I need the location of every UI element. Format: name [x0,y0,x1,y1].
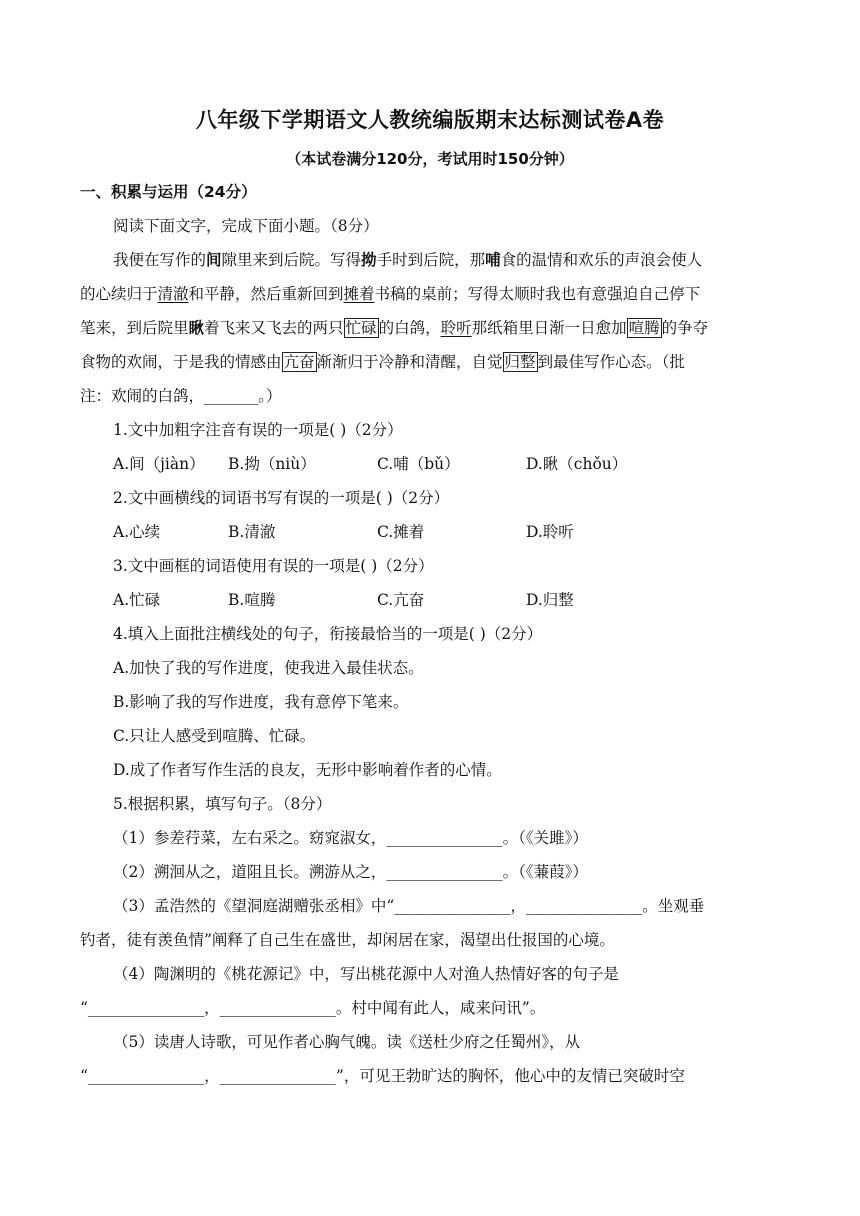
q5-item-3-cont: 钓者，徒有羡鱼情”阐释了自己生在盛世，却闲居在家，渴望出仕报国的心境。 [80,931,615,949]
passage-line-5: 注：欢闹的白鸽，_______。） [80,387,282,405]
q3-option-c: C.亢奋 [377,591,425,609]
q3-option-a: A.忙碌 [113,591,161,609]
text: 笔来，到后院里 [80,319,189,337]
q5-item-5-cont: “_______________，_______________”，可见王勃旷达的胸怀，他心中的友情已突破时空 [80,1067,685,1085]
bold-char: 哺 [485,250,501,269]
text: 手时到后院，那 [376,251,486,269]
text: 的白鸽， [378,319,441,337]
q1-stem: 1.文中加粗字注音有误的一项是( )（2分） [113,421,403,439]
q5-item-3: （3）孟浩然的《望洞庭湖赠张丞相》中“_______________，_______________。坐观垂 [113,897,705,915]
q5-item-2: （2）溯洄从之，道阻且长。溯游从之，_______________。（《蒹葭》） [113,863,588,881]
underlined-word: 聆听 [440,319,472,337]
q1-option-c: C.哺（bǔ） [377,455,460,473]
text: 书稿的桌前；写得太顺时我也有意强迫自己停下 [374,285,701,303]
bold-char: 拗 [361,250,377,269]
q5-item-4-cont: “_______________，_______________。村中闻有此人，咸来问讯”。 [80,999,546,1017]
section-heading: 一、积累与运用（24分） [80,183,257,201]
passage-line-2 [80,284,700,304]
q5-item-4: （4）陶渊明的《桃花源记》中，写出桃花源中人对渔人热情好客的句子是 [113,965,619,983]
text: 着飞来又飞去的两只 [204,319,344,337]
boxed-word: 喧腾 [628,319,660,337]
q2-option-d: D.聆听 [526,523,574,541]
bold-char: 瞅 [188,318,205,337]
q1-option-d: D.瞅（chǒu） [526,455,628,473]
q5-item-5: （5）读唐人诗歌，可见作者心胸气魄。读《送杜少府之任蜀州》，从 [113,1033,581,1051]
q2-stem: 2.文中画横线的词语书写有误的一项是( )（2分） [113,489,450,507]
reading-intro: 阅读下面文字，完成下面小题。（8分） [113,217,379,235]
passage-line-4 [80,352,685,372]
page-subtitle: （本试卷满分120分，考试用时150分钟） [286,150,574,168]
underlined-word: 摊着 [343,285,375,303]
text: 食物的欢闹，于是我的情感由 [80,353,282,371]
q3-option-b: B.喧腾 [228,591,276,609]
q4-option-d: D.成了作者写作生活的良友，无形中影响着作者的心情。 [113,761,502,779]
text: 隙里来到后院。写得 [221,251,362,269]
q4-option-c: C.只让人感受到喧腾、忙碌。 [113,727,316,745]
page-title: 八年级下学期语文人教统编版期末达标测试卷A卷 [195,108,665,132]
text: 食的温情和欢乐的声浪会使人 [500,251,703,269]
passage-line-1 [113,250,702,270]
q4-option-a: A.加快了我的写作进度，使我进入最佳状态。 [113,659,424,677]
q2-option-a: A.心续 [113,523,161,541]
q3-stem: 3.文中画框的词语使用有误的一项是( )（2分） [113,557,434,575]
q5-stem: 5.根据积累，填写句子。（8分） [113,795,332,813]
q1-option-a: A.间（jiàn） [113,455,205,473]
boxed-word: 归整 [504,353,536,371]
text: 到最佳写作心态。（批 [537,353,685,371]
text: 那纸箱里日渐一日愈加 [471,319,627,337]
text: 的心续归于 [80,285,158,303]
q5-item-1: （1）参差荇菜，左右采之。窈窕淑女，_______________。（《关雎》） [113,829,588,847]
bold-char: 间 [206,250,222,269]
q4-stem: 4.填入上面批注横线处的句子，衔接最恰当的一项是( )（2分） [113,625,543,643]
passage-line-3 [80,318,708,338]
text: 渐渐归于冷静和清醒，自觉 [316,353,503,371]
q2-option-c: C.摊着 [377,523,425,541]
q2-option-b: B.清澈 [228,523,276,541]
q4-option-b: B.影响了我的写作进度，我有意停下笔来。 [113,693,409,711]
q3-option-d: D.归整 [526,591,574,609]
boxed-word: 忙碌 [345,319,377,337]
boxed-word: 亢奋 [283,353,315,371]
underlined-word: 清澈 [157,285,189,303]
text: 的争夺 [661,319,709,337]
text: 我便在写作的 [113,251,207,269]
q1-option-b: B.拗（niù） [228,455,316,473]
text: 和平静，然后重新回到 [188,285,344,303]
